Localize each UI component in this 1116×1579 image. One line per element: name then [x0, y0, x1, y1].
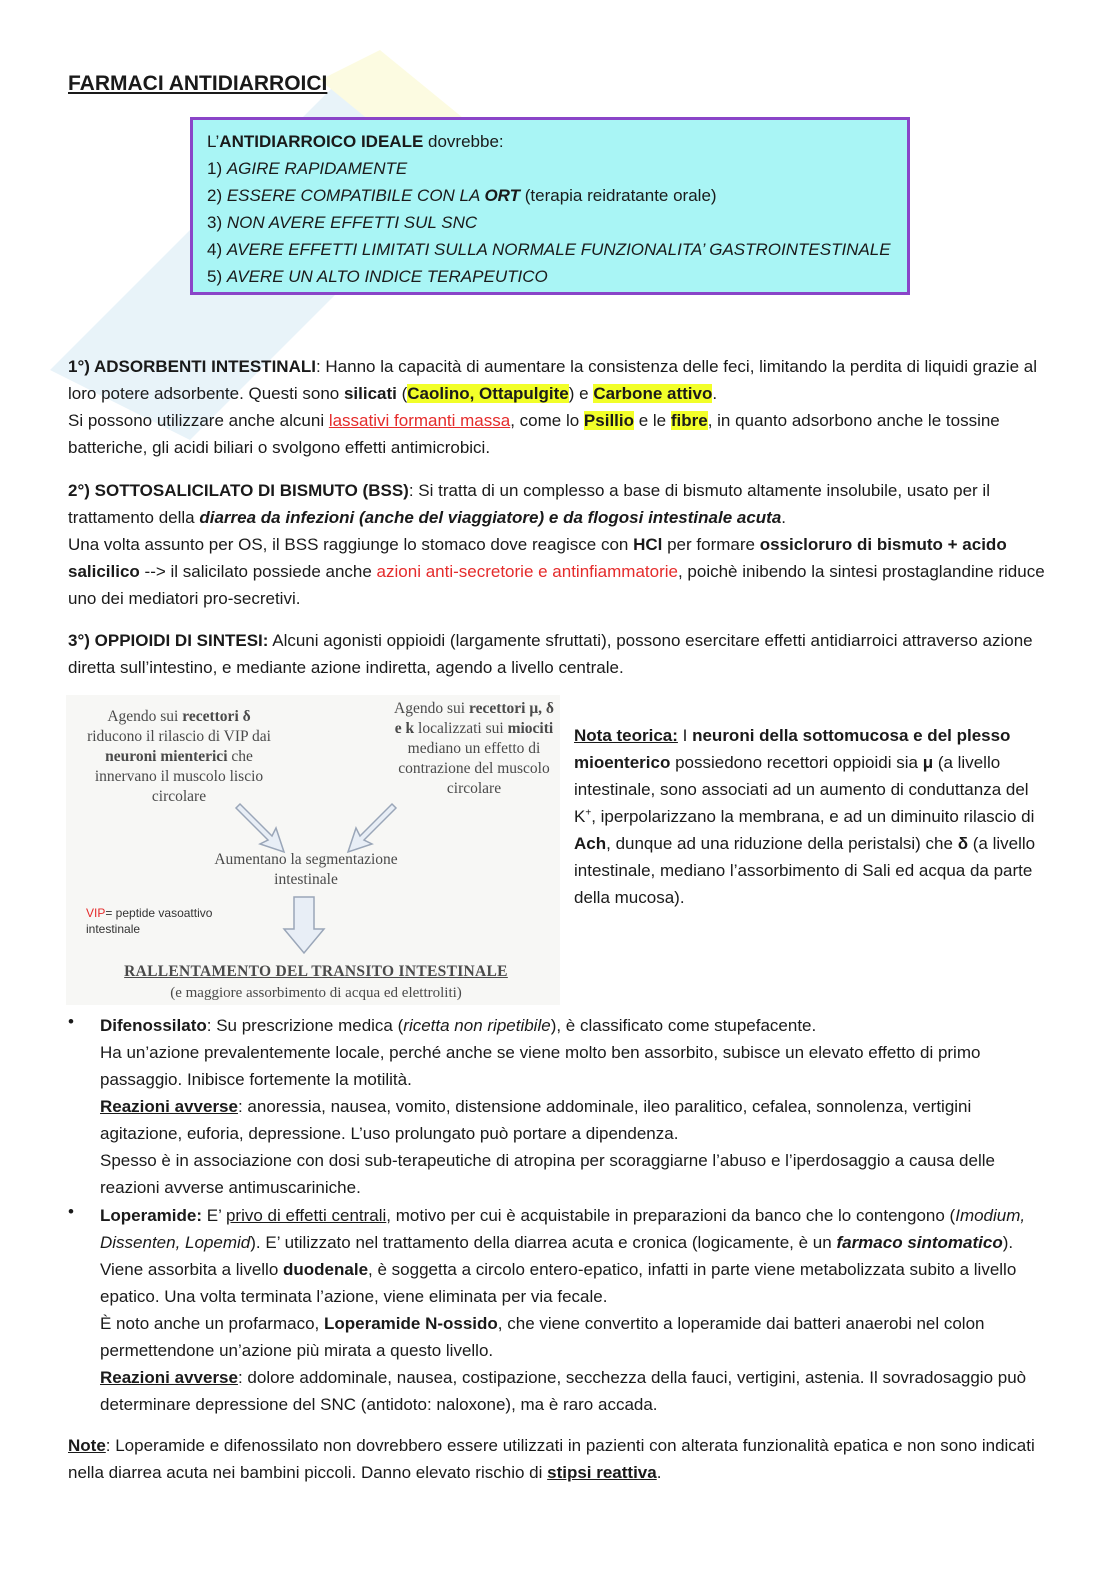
section-heading: 2°) SOTTOSALICILATO DI BISMUTO (BSS) [68, 481, 409, 500]
box-item: 4) AVERE EFFETTI LIMITATI SULLA NORMALE FUNZIONALITA’ GASTROINTESTINALE [207, 240, 891, 259]
bullet-icon: • [68, 1202, 74, 1221]
opioid-mechanism-diagram [66, 695, 560, 1005]
diagram-right-text: Agendo sui recettori μ, δ e k localizzati sui miociti mediano un effetto di contrazione del muscolo circolare [394, 700, 554, 797]
note-label: Nota teorica: [574, 726, 678, 745]
bullet-icon: • [68, 1012, 74, 1031]
box-item: 2) ESSERE COMPATIBILE CON LA ORT (terapia reidratante orale) [207, 186, 717, 205]
page-title: FARMACI ANTIDIARROICI [68, 72, 328, 95]
diagram-down-arrow-icon [282, 895, 326, 955]
diagram-vip-legend: VIP= peptide vasoattivo intestinale [86, 906, 213, 936]
final-note-label: Note [68, 1436, 106, 1455]
section-heading: 3°) OPPIOIDI DI SINTESI: [68, 631, 269, 650]
diagram-bottom-title: RALLENTAMENTO DEL TRANSITO INTESTINALE [124, 963, 508, 980]
diagram-bottom-subtitle: (e maggiore assorbimento di acqua ed elettroliti) [170, 985, 462, 1001]
box-item: 5) AVERE UN ALTO INDICE TERAPEUTICO [207, 267, 548, 286]
box-intro: L’ANTIDIARROICO IDEALE dovrebbe: [207, 132, 504, 151]
box-item: 3) NON AVERE EFFETTI SUL SNC [207, 213, 478, 232]
ideal-antidiarrheal-box [190, 117, 910, 295]
list-item-difenossilato: Difenossilato: Su prescrizione medica (ricetta non ripetibile), è classificato come stupefacente. Ha un’azione prevalentemente locale, perché anche se viene molto ben assorbito, subisce un elevato effetto di primo passaggio. Inibisce fortemente la motilità. Reazioni avverse: anoressia, nausea, vomito, distensione addominale, ileo paralitico, cefalea, sonnolenza, vertigini agitazione, euforia, depressione. L’uso prolungato può portare a dipendenza. Spesso è in associazione con dosi sub-terapeutiche di atropina per scoraggiarne l’abuso e l’iperdosaggio a causa delle reazioni avverse antimuscariniche. [100, 1016, 995, 1197]
box-item: 1) AGIRE RAPIDAMENTE [207, 159, 408, 178]
section-bismuto: 2°) SOTTOSALICILATO DI BISMUTO (BSS): Si tratta di un complesso a base di bismuto altamente insolubile, usato per il trattamento della diarrea da infezioni (anche del viaggiatore) e da flogosi intestinale acuta. Una volta assunto per OS, il BSS raggiunge lo stomaco dove reagisce con HCl per formare ossicloruro di bismuto + acido salicilico --> il salicilato possiede anche azioni anti-secretorie e antinfiammatorie, poichè inibendo la sintesi prostaglandine riduce uno dei mediatori pro-secretivi. [68, 481, 1045, 608]
section-adsorbenti: 1°) ADSORBENTI INTESTINALI: Hanno la capacità di aumentare la consistenza delle feci, limitando la perdita di liquidi grazie al loro potere adsorbente. Questi sono silicati (Caolino, Ottapulgite) e Carbone attivo. Si possono utilizzare anche alcuni lassativi formanti massa, come lo Psillio e le fibre, in quanto adsorbono anche le tossine batteriche, gli acidi biliari o svolgono effetti antimicrobici. [68, 357, 1037, 457]
section-heading: 1°) ADSORBENTI INTESTINALI [68, 357, 316, 376]
link-lassativi: lassativi formanti massa [328, 411, 511, 430]
list-item-loperamide: Loperamide: E’ privo di effetti centrali, motivo per cui è acquistabile in preparazioni da banco che lo contengono (Imodium, Dissenten, Lopemid). E’ utilizzato nel trattamento della diarrea acuta e cronica (logicamente, è un farmaco sintomatico). Viene assorbita a livello duodenale, è soggetta a circolo entero-epatico, infatti in parte viene metabolizzata subito a livello epatico. Una volta terminata l’azione, viene eliminata per via fecale. È noto anche un profarmaco, Loperamide N-ossido, che viene convertito a loperamide dai batteri anaerobi nel colon permettendone un’azione più mirata a questo livello. Reazioni avverse: dolore addominale, nausea, costipazione, secchezza della fauci, vertigini, astenia. Il sovradosaggio può determinare depressione del SNC (antidoto: naloxone), ma è raro accada. [100, 1206, 1027, 1414]
section-oppioidi: 3°) OPPIOIDI DI SINTESI: Alcuni agonisti oppioidi (largamente sfruttati), possono esercitare effetti antidiarroici attraverso azione diretta sull’intestino, e mediante azione indiretta, agendo a livello centrale. [68, 631, 1033, 677]
theory-note: Nota teorica: I neuroni della sottomucosa e del plesso mioenterico possiedono recettori oppioidi sia μ (a livello intestinale, sono associati ad un aumento di conduttanza del K+, iperpolarizzano la membrana, e ad un diminuito rilascio di Ach, dunque ad una riduzione della peristalsi) che δ (a livello intestinale, mediano l’assorbimento di Sali ed acqua da parte della mucosa). [574, 726, 1036, 907]
final-note: Note: Loperamide e difenossilato non dovrebbero essere utilizzati in pazienti con alterata funzionalità epatica e non sono indicati nella diarrea acuta nei bambini piccoli. Danno elevato rischio di stipsi reattiva. [68, 1436, 1035, 1482]
diagram-left-text: Agendo sui recettori δ riducono il rilascio di VIP dai neuroni mienterici che innervano il muscolo liscio circolare [87, 708, 271, 805]
diagram-middle-text: Aumentano la segmentazione intestinale [214, 851, 398, 888]
